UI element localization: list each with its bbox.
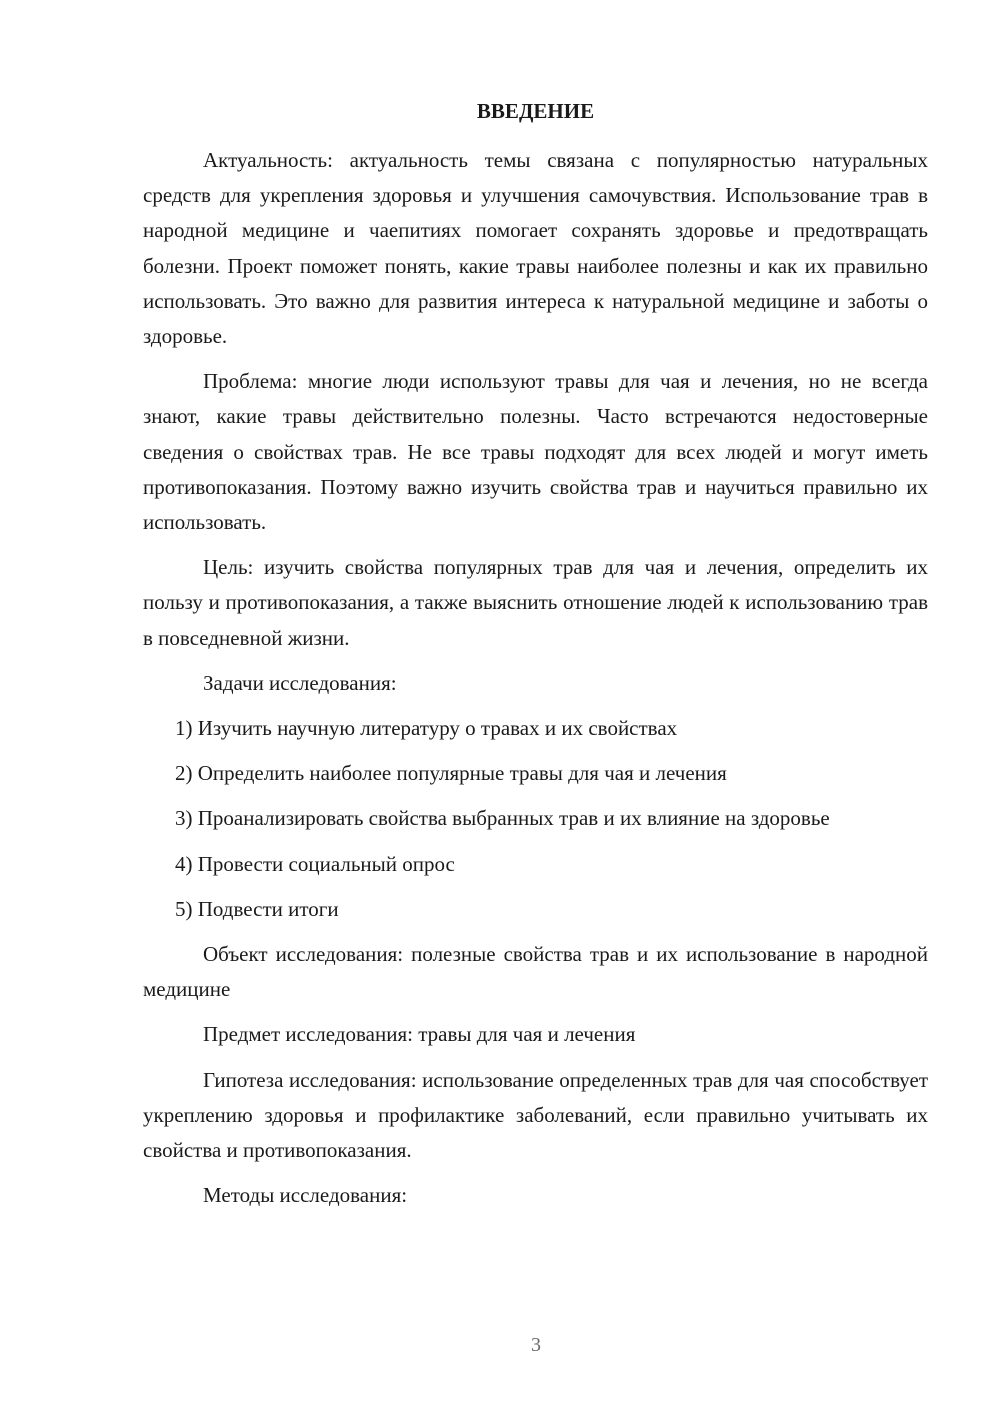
task-item-2: 2) Определить наиболее популярные травы для чая и лечения	[175, 761, 727, 786]
section-title: ВВЕДЕНИЕ	[476, 99, 595, 123]
task-item-4: 4) Провести социальный опрос	[175, 851, 455, 876]
paragraph-methods: Методы исследования:	[203, 1183, 408, 1208]
task-item-3: 3) Проанализировать свойства выбранных трав и их влияние на здоровье	[175, 806, 830, 831]
paragraph-hypothesis: Гипотеза исследования: использование определенных трав для чая способствует укреплению здоровья и профилактике заболеваний, если правильно учитывать их свойства и противопоказания.	[143, 1067, 928, 1163]
page-number: 3	[531, 1334, 541, 1356]
paragraph-tasks-heading: Задачи исследования:	[203, 670, 397, 695]
paragraph-problem: Проблема: многие люди используют травы для чая и лечения, но не всегда знают, какие травы действительно полезны. Часто встречаются недостоверные сведения о свойствах трав. Не все травы подходят для всех людей и могут иметь противопоказания. Поэтому важно изучить свойства трав и научиться правильно их использовать.	[143, 369, 928, 535]
paragraph-goal: Цель: изучить свойства популярных трав для чая и лечения, определить их пользу и противопоказания, а также выяснить отношение людей к использованию трав в повседневной жизни.	[143, 555, 928, 650]
paragraph-object: Объект исследования: полезные свойства трав и их использование в народной медицине	[143, 942, 928, 1002]
paragraph-subject: Предмет исследования: травы для чая и лечения	[203, 1022, 636, 1047]
document-body	[143, 143, 928, 1223]
task-item-1: 1) Изучить научную литературу о травах и их свойствах	[175, 716, 678, 741]
task-item-5: 5) Подвести итоги	[175, 896, 339, 921]
paragraph-relevance: Актуальность: актуальность темы связана с популярностью натуральных средств для укрепления здоровья и улучшения самочувствия. Использование трав в народной медицине и чаепитиях помогает сохранять здоровье и предотвращать болезни. Проект поможет понять, какие травы наиболее полезны и как их правильно использовать. Это важно для развития интереса к натуральной медицине и заботы о здоровье.	[143, 148, 928, 349]
